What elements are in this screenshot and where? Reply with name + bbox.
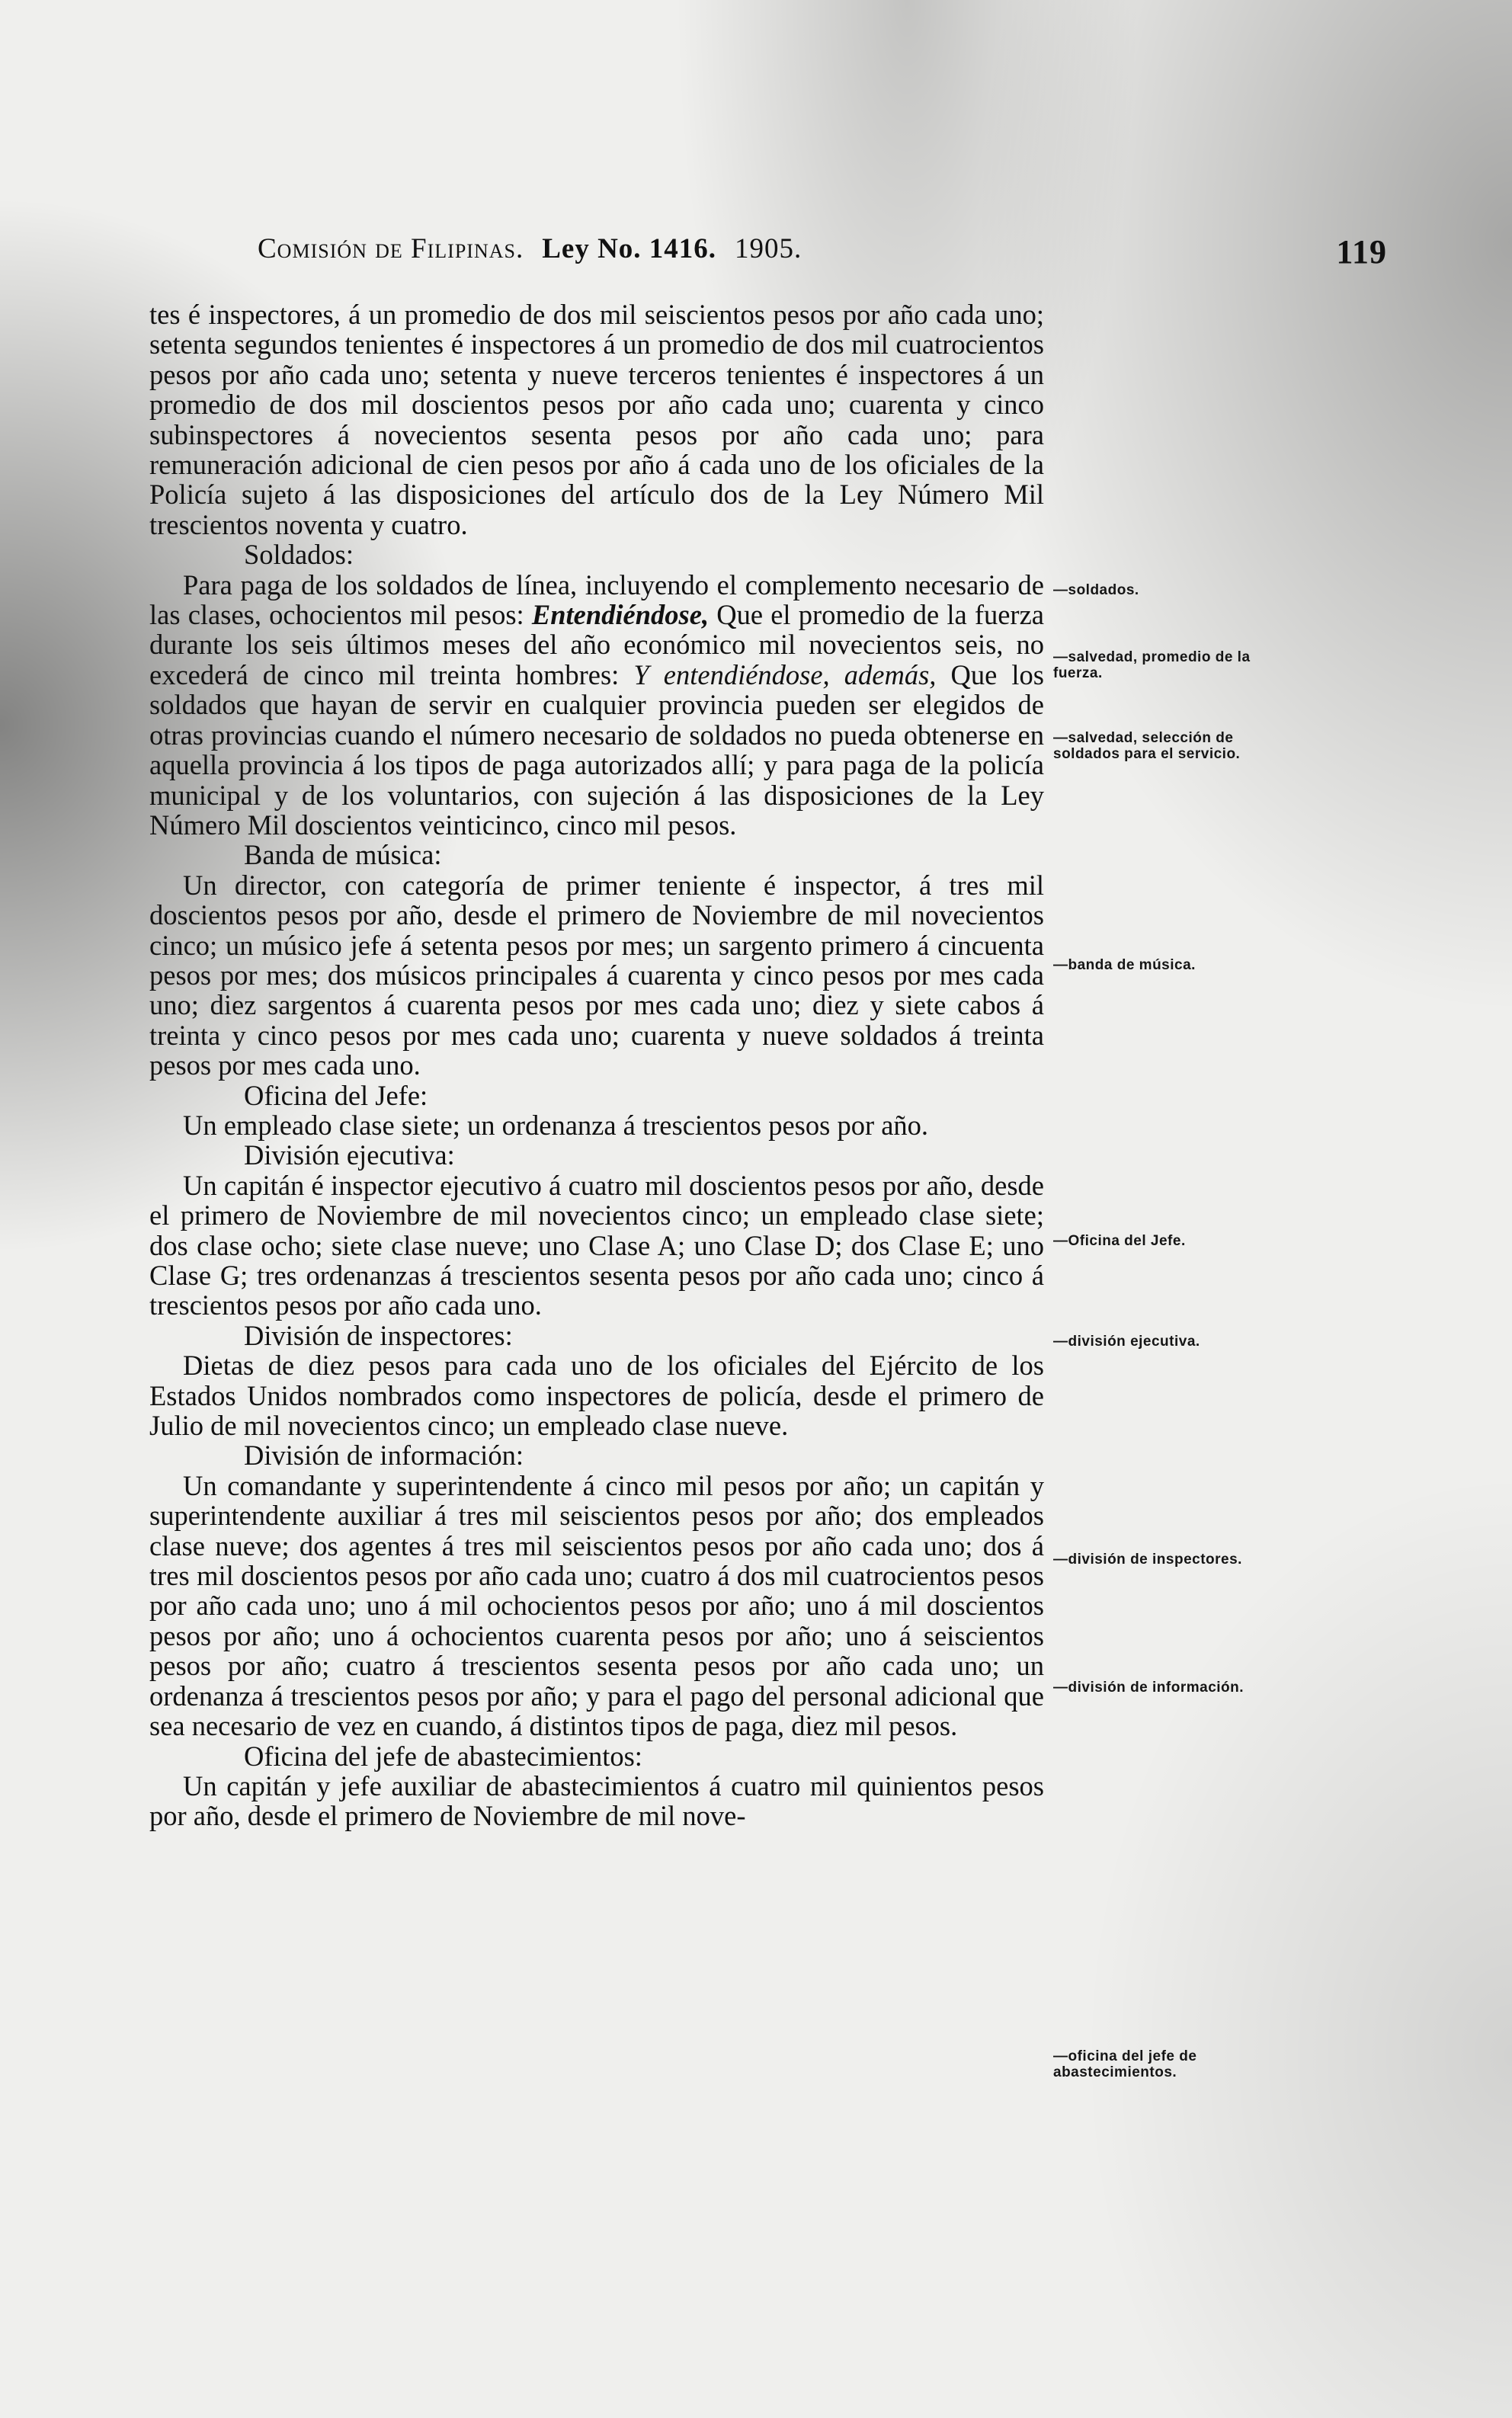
page-number: 119 [1336, 233, 1387, 271]
paragraph-division-ejecutiva: Un capitán é inspector ejecutivo á cuatro mil doscientos pesos por año, desde el primero de Noviembre de mil novecientos cinco; un empleado clase siete; dos clase ocho; siete clase nueve; uno Clase A; uno Clase D; dos Clase E; uno Clase G; tres ordenanzas á trescientos sesenta pesos por año cada uno; cinco á trescientos pesos por año cada uno. [149, 1169, 1044, 1321]
margin-note-division-inspectores: —división de inspectores. [1053, 1552, 1242, 1568]
paragraph-oficiales: tes é inspectores, á un promedio de dos mil seiscientos pesos por año cada uno; setenta segundos tenientes é inspectores á un promedio de dos mil cuatrocientos pesos por año cada uno; setenta y nueve terceros tenientes é inspectores á un promedio de dos mil doscientos pesos por año cada uno; cuarenta y cinco subinspectores á novecientos sesenta pesos por año cada uno; para remuneración adicional de cien pesos por año á cada uno de los oficiales de la Policía sujeto á las disposiciones del artículo dos de la Ley Número Mil trescientos noventa y cuatro. [149, 299, 1044, 540]
margin-note-banda: —banda de música. [1053, 957, 1196, 973]
paragraph-banda: Un director, con categoría de primer teniente é inspector, á tres mil doscientos pesos por año, desde el primero de Noviembre de mil novecientos cinco; un músico jefe á setenta pesos por mes; un sargento primero á cincuenta pesos por mes; dos músicos principales á cuarenta y cinco pesos por mes cada uno; diez sargentos á cuarenta pesos por mes cada uno; diez y siete cabos á treinta y cinco pesos por mes cada uno; cuarenta y nueve soldados á treinta pesos por mes cada uno. [149, 869, 1044, 1081]
text-soldados-e: Que los soldados que hayan de servir en cualquier provincia pueden ser elegidos de otras provincias cuando el número necesario de soldados no pueda obtenerse en aquella provincia á los tipos de paga autorizados allí; y para paga de la policía municipal y de los voluntarios, con sujeción á las disposiciones de la Ley Número Mil doscientos veinticinco, cinco mil pesos. [149, 658, 1044, 841]
text-entendiendose: Entendiéndose, [531, 599, 710, 631]
margin-note-abastecimientos: —oficina del jefe de abastecimientos. [1053, 2048, 1197, 2080]
margin-note-soldados: —soldados. [1053, 582, 1139, 598]
header-title-line [258, 232, 802, 265]
margin-note-oficina-jefe: —Oficina del Jefe. [1053, 1233, 1186, 1249]
paragraph-abastecimientos: Un capitán y jefe auxiliar de abastecimientos á cuatro mil quinientos pesos por año, desde el primero de Noviembre de mil nove- [149, 1769, 1044, 1832]
text-soldados-a: Para paga de los soldados de línea, incluyendo el complemento necesario de las clases, ochocientos mil pesos: [149, 568, 1044, 631]
paragraph-soldados [149, 570, 1044, 841]
heading-soldados: Soldados: [244, 539, 354, 571]
heading-division-informacion: División de información: [244, 1440, 524, 1472]
text-entendiendose-ademas: Y entendiéndose, además, [633, 658, 937, 690]
header-title: Comisión de Filipinas. [258, 233, 524, 264]
heading-division-inspectores: División de inspectores: [244, 1319, 513, 1351]
margin-note-division-ejecutiva: —división ejecutiva. [1053, 1334, 1200, 1350]
running-header [258, 232, 1395, 271]
margin-note-salvedad-seleccion: —salvedad, selección de soldados para el servicio. [1053, 730, 1241, 762]
header-law: Ley No. 1416. [542, 233, 717, 264]
heading-banda: Banda de música: [244, 839, 442, 871]
paragraph-oficina-jefe: Un empleado clase siete; un ordenanza á trescientos pesos por año. [183, 1109, 929, 1141]
heading-division-ejecutiva: División ejecutiva: [244, 1139, 455, 1171]
heading-oficina-jefe: Oficina del Jefe: [244, 1079, 428, 1111]
paragraph-division-informacion: Un comandante y superintendente á cinco mil pesos por año; un capitán y superintendente auxiliar á tres mil seiscientos pesos por año; dos empleados clase nueve; dos agentes á tres mil seiscientos pesos por año cada uno; dos á tres mil doscientos pesos por año cada uno; cuatro á dos mil cuatrocientos pesos por año cada uno; uno á mil ochocientos pesos por año; uno á mil doscientos pesos por año; uno á ochocientos cuarenta pesos por año; uno á seiscientos pesos por año; cuatro á trescientos sesenta pesos por año cada uno; un ordenanza á trescientos pesos por año; y para el pago del personal adicional que sea necesario de vez en cuando, á distintos tipos de paga, diez mil pesos. [149, 1469, 1044, 1742]
text-soldados-c: Que el promedio de la fuerza durante los seis últimos meses del año económico mil novecientos seis, no excederá de cinco mil treinta hombres: [149, 599, 1044, 690]
main-text [149, 299, 1044, 1831]
margin-note-division-informacion: —división de información. [1053, 1680, 1245, 1696]
heading-abastecimientos: Oficina del jefe de abastecimientos: [244, 1740, 642, 1772]
margin-note-salvedad-promedio: —salvedad, promedio de la fuerza. [1053, 649, 1251, 681]
paragraph-division-inspectores: Dietas de diez pesos para cada uno de los oficiales del Ejército de los Estados Unidos nombrados como inspectores de policía, desde el primero de Julio de mil novecientos cinco; un empleado clase nueve. [149, 1350, 1044, 1442]
header-year: 1905. [735, 233, 802, 264]
